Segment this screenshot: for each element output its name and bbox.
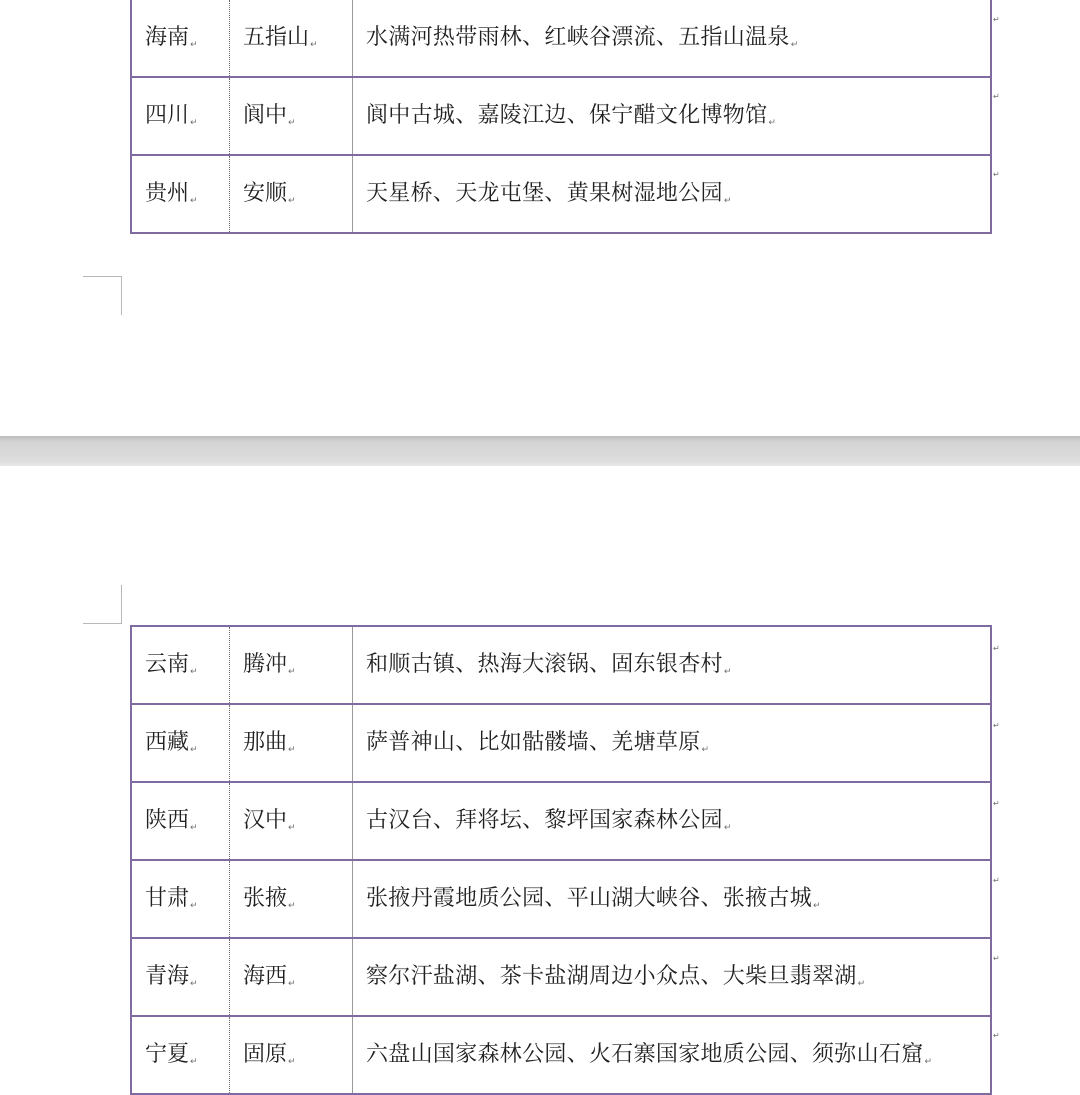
attractions-cell[interactable]: [353, 704, 992, 782]
paragraph-mark-icon: ↵: [190, 666, 198, 677]
paragraph-mark-icon: ↵: [190, 900, 198, 911]
row-end-mark-icon: ↵: [993, 1031, 1000, 1040]
attractions-text: 古汉台、拜将坛、黎坪国家森林公园: [366, 807, 723, 833]
table-row: [131, 77, 991, 155]
province-cell[interactable]: [131, 626, 230, 704]
province-cell[interactable]: [131, 782, 230, 860]
city-cell[interactable]: [230, 155, 353, 233]
attractions-text: 萨普神山、比如骷髅墙、羌塘草原: [366, 729, 701, 755]
city-text: 阆中: [243, 102, 288, 128]
paragraph-mark-icon: ↵: [288, 666, 296, 677]
destination-table-part-1: [130, 0, 992, 234]
province-cell[interactable]: [131, 1016, 230, 1094]
page-separator: [0, 436, 1080, 466]
paragraph-mark-icon: ↵: [190, 195, 198, 206]
paragraph-mark-icon: ↵: [813, 900, 821, 911]
province-text: 西藏: [145, 729, 190, 755]
paragraph-mark-icon: ↵: [288, 900, 296, 911]
paragraph-mark-icon: ↵: [701, 744, 710, 755]
row-end-mark-icon: ↵: [993, 799, 1000, 808]
paragraph-mark-icon: ↵: [190, 39, 198, 50]
province-cell[interactable]: [131, 77, 230, 155]
city-text: 腾冲: [243, 651, 288, 677]
paragraph-mark-icon: ↵: [190, 822, 198, 833]
paragraph-mark-icon: ↵: [288, 1056, 296, 1067]
province-text: 四川: [145, 102, 190, 128]
city-text: 汉中: [243, 807, 288, 833]
document-page-2: [0, 466, 1080, 1092]
city-text: 固原: [243, 1041, 288, 1067]
paragraph-mark-icon: ↵: [190, 117, 198, 128]
table-row: [131, 782, 991, 860]
city-text: 海西: [243, 963, 288, 989]
table-row: [131, 860, 991, 938]
row-end-mark-icon: ↵: [993, 876, 1000, 885]
city-cell[interactable]: [230, 782, 353, 860]
table-row: [131, 938, 991, 1016]
paragraph-mark-icon: ↵: [288, 978, 296, 989]
paragraph-mark-icon: ↵: [723, 195, 732, 206]
row-end-mark-icon: ↵: [993, 15, 1000, 24]
attractions-text: 天星桥、天龙屯堡、黄果树湿地公园: [366, 180, 723, 206]
paragraph-mark-icon: ↵: [723, 666, 732, 677]
attractions-cell[interactable]: [353, 782, 992, 860]
attractions-text: 六盘山国家森林公园、火石寨国家地质公园、须弥山石窟: [366, 1041, 924, 1067]
row-end-mark-icon: ↵: [993, 170, 1000, 179]
attractions-cell[interactable]: [353, 860, 992, 938]
province-cell[interactable]: [131, 860, 230, 938]
province-text: 青海: [145, 963, 190, 989]
table-body: [131, 626, 991, 1094]
table-row: [131, 0, 991, 77]
row-end-mark-icon: ↵: [993, 721, 1000, 730]
table-row: [131, 704, 991, 782]
row-end-mark-icon: ↵: [993, 644, 1000, 653]
attractions-cell[interactable]: [353, 77, 992, 155]
row-end-mark-icon: ↵: [993, 954, 1000, 963]
attractions-text: 察尔汗盐湖、茶卡盐湖周边小众点、大柴旦翡翠湖: [366, 963, 857, 989]
city-cell[interactable]: [230, 1016, 353, 1094]
attractions-text: 水满河热带雨林、红峡谷漂流、五指山温泉: [366, 24, 790, 50]
attractions-cell[interactable]: [353, 0, 992, 77]
paragraph-mark-icon: ↵: [924, 1056, 933, 1067]
page-margin-corner-mark: [83, 585, 122, 624]
city-cell[interactable]: [230, 626, 353, 704]
paragraph-mark-icon: ↵: [288, 195, 296, 206]
paragraph-mark-icon: ↵: [288, 117, 296, 128]
paragraph-mark-icon: ↵: [288, 822, 296, 833]
table-body: [131, 0, 991, 233]
attractions-text: 和顺古镇、热海大滚锅、固东银杏村: [366, 651, 723, 677]
province-text: 海南: [145, 24, 190, 50]
paragraph-mark-icon: ↵: [768, 117, 777, 128]
attractions-cell[interactable]: [353, 938, 992, 1016]
paragraph-mark-icon: ↵: [190, 744, 198, 755]
province-text: 甘肃: [145, 885, 190, 911]
table-row: [131, 155, 991, 233]
paragraph-mark-icon: ↵: [190, 978, 198, 989]
attractions-text: 张掖丹霞地质公园、平山湖大峡谷、张掖古城: [366, 885, 813, 911]
attractions-cell[interactable]: [353, 155, 992, 233]
city-cell[interactable]: [230, 860, 353, 938]
table-row: [131, 626, 991, 704]
attractions-cell[interactable]: [353, 626, 992, 704]
province-cell[interactable]: [131, 155, 230, 233]
city-text: 张掖: [243, 885, 288, 911]
page-margin-corner-mark: [83, 276, 122, 315]
attractions-text: 阆中古城、嘉陵江边、保宁醋文化博物馆: [366, 102, 768, 128]
province-text: 云南: [145, 651, 190, 677]
city-text: 那曲: [243, 729, 288, 755]
table-row: [131, 1016, 991, 1094]
city-text: 安顺: [243, 180, 288, 206]
province-cell[interactable]: [131, 704, 230, 782]
paragraph-mark-icon: ↵: [857, 978, 866, 989]
city-cell[interactable]: [230, 0, 353, 77]
city-cell[interactable]: [230, 77, 353, 155]
paragraph-mark-icon: ↵: [310, 39, 318, 50]
city-text: 五指山: [243, 24, 310, 50]
paragraph-mark-icon: ↵: [723, 822, 732, 833]
province-cell[interactable]: [131, 0, 230, 77]
city-cell[interactable]: [230, 938, 353, 1016]
province-text: 宁夏: [145, 1041, 190, 1067]
province-cell[interactable]: [131, 938, 230, 1016]
row-end-mark-icon: ↵: [993, 92, 1000, 101]
province-text: 陕西: [145, 807, 190, 833]
paragraph-mark-icon: ↵: [190, 1056, 198, 1067]
attractions-cell[interactable]: [353, 1016, 992, 1094]
city-cell[interactable]: [230, 704, 353, 782]
destination-table-part-2: [130, 625, 992, 1095]
paragraph-mark-icon: ↵: [288, 744, 296, 755]
document-page-1: [0, 0, 1080, 436]
paragraph-mark-icon: ↵: [790, 39, 799, 50]
province-text: 贵州: [145, 180, 190, 206]
